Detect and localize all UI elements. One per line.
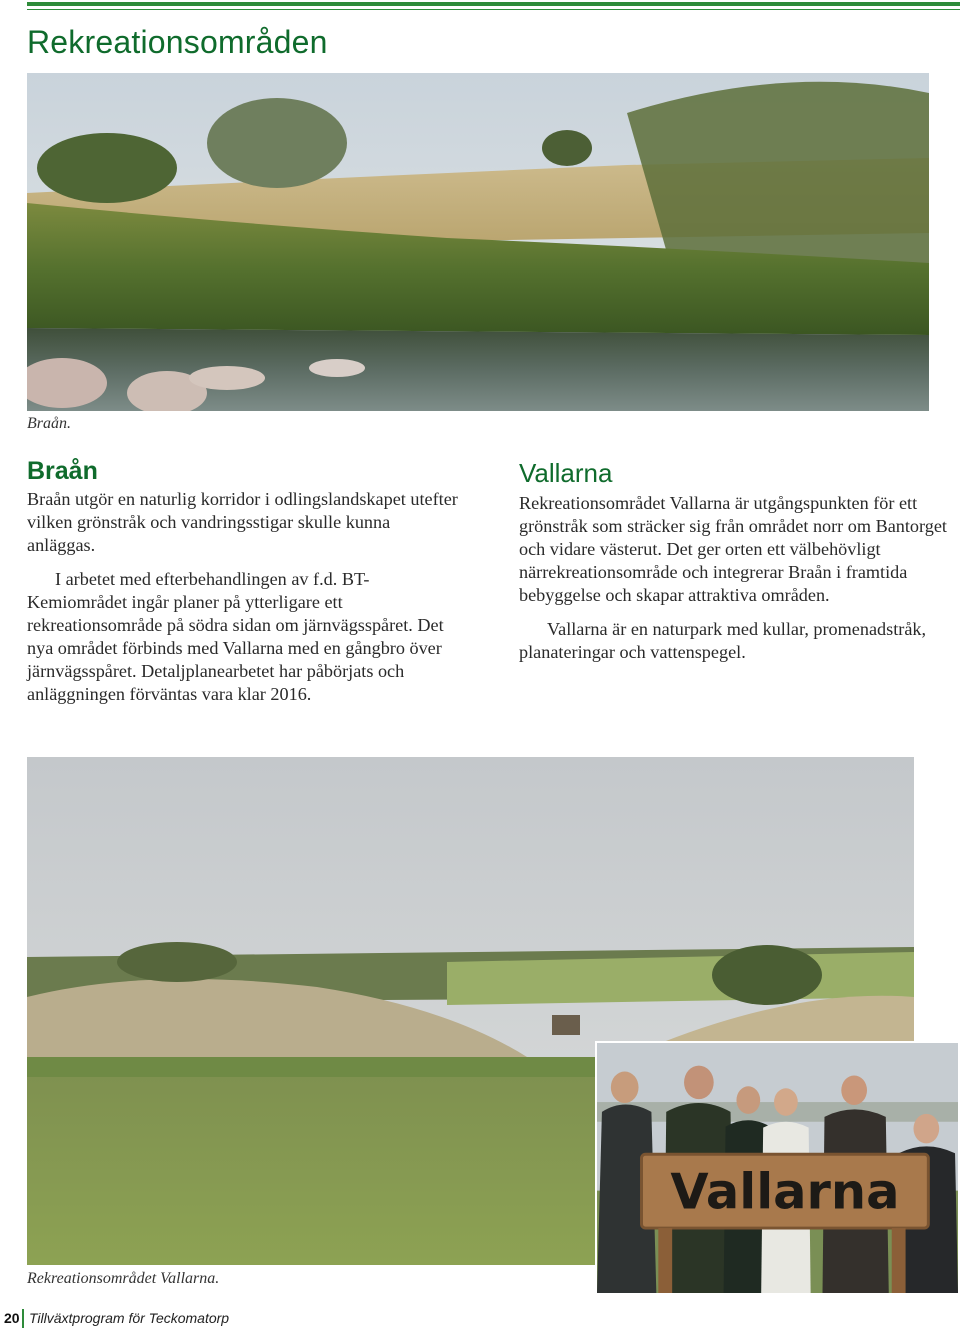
braan-paragraph-2: I arbetet med efterbehandlingen av f.d. BT-Kemiområdet ingår planer på ytterligare ett rekreationsområde på södra sidan om järnvägsspåret. Det nya området förbinds med Vallarna med en gångbro över järnvägsspåret. Detaljplanearbetet har påbörjats och anläggningen förväntas vara klar 2016. (27, 569, 444, 704)
vallarna-paragraph-2: Vallarna är en naturpark med kullar, promenadstråk, planateringar och vattenspegel. (519, 619, 927, 662)
vallarna-text (519, 492, 957, 664)
footer-text: Tillväxtprogram för Teckomatorp (29, 1310, 230, 1326)
top-rule-thin (27, 9, 960, 10)
river-caption: Braån. (27, 415, 71, 432)
braan-paragraph-1: Braån utgör en naturlig korridor i odlingslandskapet utefter vilken grönstråk och vandringsstigar skulle kunna anläggas. (27, 489, 458, 555)
vallarna-caption: Rekreationsområdet Vallarna. (27, 1270, 220, 1287)
braan-heading: Braån (27, 457, 98, 485)
river-photo (27, 73, 929, 411)
page-title: Rekreationsområden (27, 24, 328, 60)
footer-divider (22, 1309, 24, 1328)
page-number: 20 (4, 1310, 20, 1326)
vallarna-paragraph-1: Rekreationsområdet Vallarna är utgångspunkten för ett grönstråk som sträcker sig från området norr om Bantorget och vidare västerut. Det ger orten ett välbehövligt närrekreationsområde och integrerar Braån i framtida bebyggelse och skapar attraktiva områden. (519, 493, 947, 605)
vallarna-heading: Vallarna (519, 458, 613, 488)
sign-text: Vallarna (670, 1162, 900, 1221)
braan-text (27, 488, 459, 706)
vallarna-group-photo (595, 1041, 960, 1295)
top-rule (27, 2, 960, 6)
